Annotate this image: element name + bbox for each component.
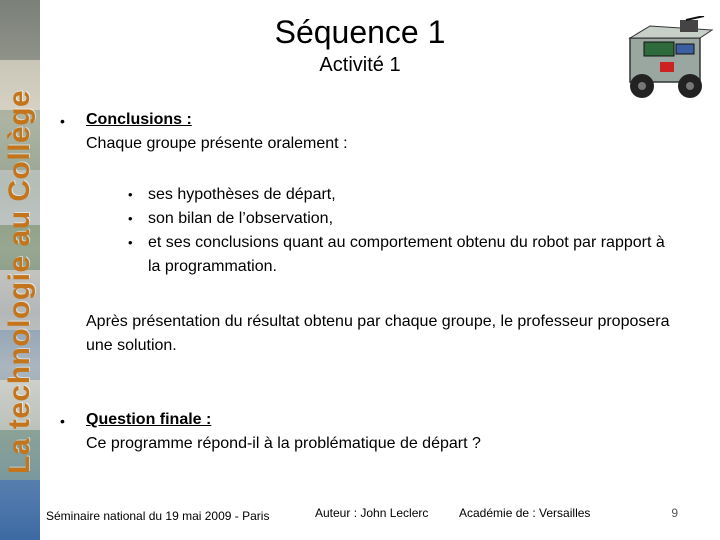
sidebar-banner-label: La technologie au Collège xyxy=(3,89,36,474)
final-question-text: Ce programme répond-il à la problématique de départ ? xyxy=(86,435,481,452)
list-bullet: • xyxy=(128,211,133,226)
list-item xyxy=(128,231,668,279)
robot-hub-right xyxy=(686,82,694,90)
footer-author: Auteur : John Leclerc xyxy=(315,506,429,520)
final-question-section xyxy=(86,408,481,456)
slide-subtitle: Activité 1 xyxy=(319,54,401,76)
robot-hub-left xyxy=(638,82,646,90)
footer-academy: Académie de : Versailles xyxy=(459,506,591,520)
final-question-heading: Question finale : xyxy=(86,411,212,428)
sidebar-photo-tile xyxy=(0,480,40,540)
conclusions-section xyxy=(86,108,348,156)
conclusions-heading: Conclusions : xyxy=(86,111,192,128)
page-number: 9 xyxy=(671,506,678,520)
bullet-final-question: • xyxy=(60,413,65,429)
list-item-text: et ses conclusions quant au comportement obtenu du robot par rapport à la programmation. xyxy=(148,234,665,275)
conclusions-list xyxy=(128,183,668,279)
sidebar-photo-tile xyxy=(0,0,40,60)
robot-antenna xyxy=(686,16,704,20)
list-bullet: • xyxy=(128,187,133,202)
robot-image xyxy=(620,16,714,102)
list-item xyxy=(128,183,668,207)
robot-sensor xyxy=(680,20,698,32)
slide-title: Séquence 1 xyxy=(274,14,446,50)
conclusions-intro: Chaque groupe présente oralement : xyxy=(86,135,348,152)
footer-seminar: Séminaire national du 19 mai 2009 - Paris xyxy=(46,509,270,523)
robot-module xyxy=(676,44,694,54)
robot-part xyxy=(660,62,674,72)
robot-board xyxy=(644,42,674,56)
robot-top xyxy=(630,26,712,38)
list-item xyxy=(128,207,668,231)
bullet-conclusions: • xyxy=(60,113,65,129)
list-item-text: son bilan de l’observation, xyxy=(148,210,334,227)
sidebar-banner xyxy=(0,0,40,540)
presentation-paragraph: Après présentation du résultat obtenu par chaque groupe, le professeur proposera une solution. xyxy=(86,313,670,354)
list-bullet: • xyxy=(128,235,133,250)
list-item-text: ses hypothèses de départ, xyxy=(148,186,336,203)
